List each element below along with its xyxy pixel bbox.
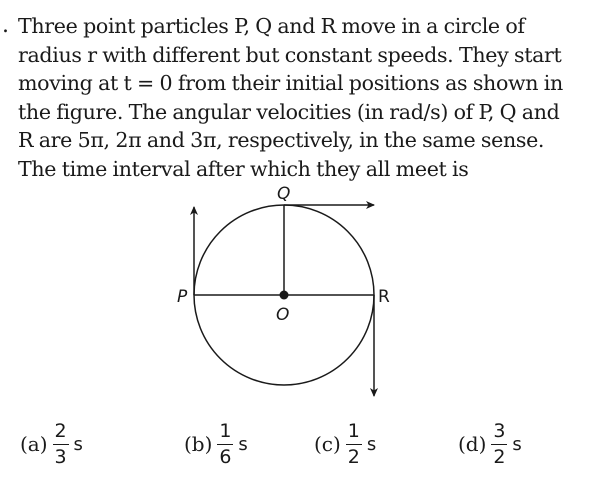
question-bullet: . (2, 13, 9, 38)
option-unit: s (238, 433, 248, 455)
option-fraction (217, 421, 233, 468)
option-fraction (346, 421, 362, 468)
option-fraction (491, 421, 507, 468)
option-label: (c) (314, 432, 341, 456)
option-label: (a) (20, 432, 48, 456)
option-label: (b) (184, 432, 213, 456)
question-line: the figure. The angular velocities (in rad/s) of P, Q and (18, 99, 560, 124)
fraction-denominator: 2 (493, 445, 506, 468)
option-unit: s (512, 433, 522, 455)
option-b[interactable] (184, 418, 248, 470)
fraction-denominator: 2 (347, 445, 360, 468)
question-line: Three point particles P, Q and R move in a circle of (18, 14, 525, 38)
fraction-bar (346, 444, 362, 445)
option-unit: s (366, 433, 377, 455)
option-a[interactable] (20, 418, 83, 470)
fraction-denominator: 6 (219, 445, 232, 468)
label-p: P (177, 287, 188, 307)
fraction-numerator: 3 (493, 419, 506, 442)
fraction-denominator: 3 (54, 445, 67, 468)
fraction-bar (53, 444, 69, 445)
option-unit: s (73, 433, 83, 455)
center-point (280, 291, 289, 300)
fraction-numerator: 1 (219, 419, 232, 442)
question-line: The time interval after which they all meet is (18, 156, 469, 181)
option-fraction (53, 421, 69, 468)
label-o: O (276, 305, 290, 325)
option-label: (d) (458, 432, 487, 456)
question-line: R are 5π, 2π and 3π, respectively, in the same sense. (18, 128, 545, 152)
fraction-numerator: 1 (347, 419, 360, 442)
label-r: R (378, 287, 390, 307)
question-line: moving at t = 0 from their initial positions as shown in (18, 71, 563, 95)
option-c[interactable] (314, 418, 376, 470)
fraction-bar (491, 444, 507, 445)
label-q: Q (277, 184, 291, 204)
question-line: radius r with different but constant speeds. They start (18, 42, 562, 67)
fraction-bar (217, 444, 233, 445)
option-d[interactable] (458, 418, 522, 470)
fraction-numerator: 2 (54, 419, 67, 442)
